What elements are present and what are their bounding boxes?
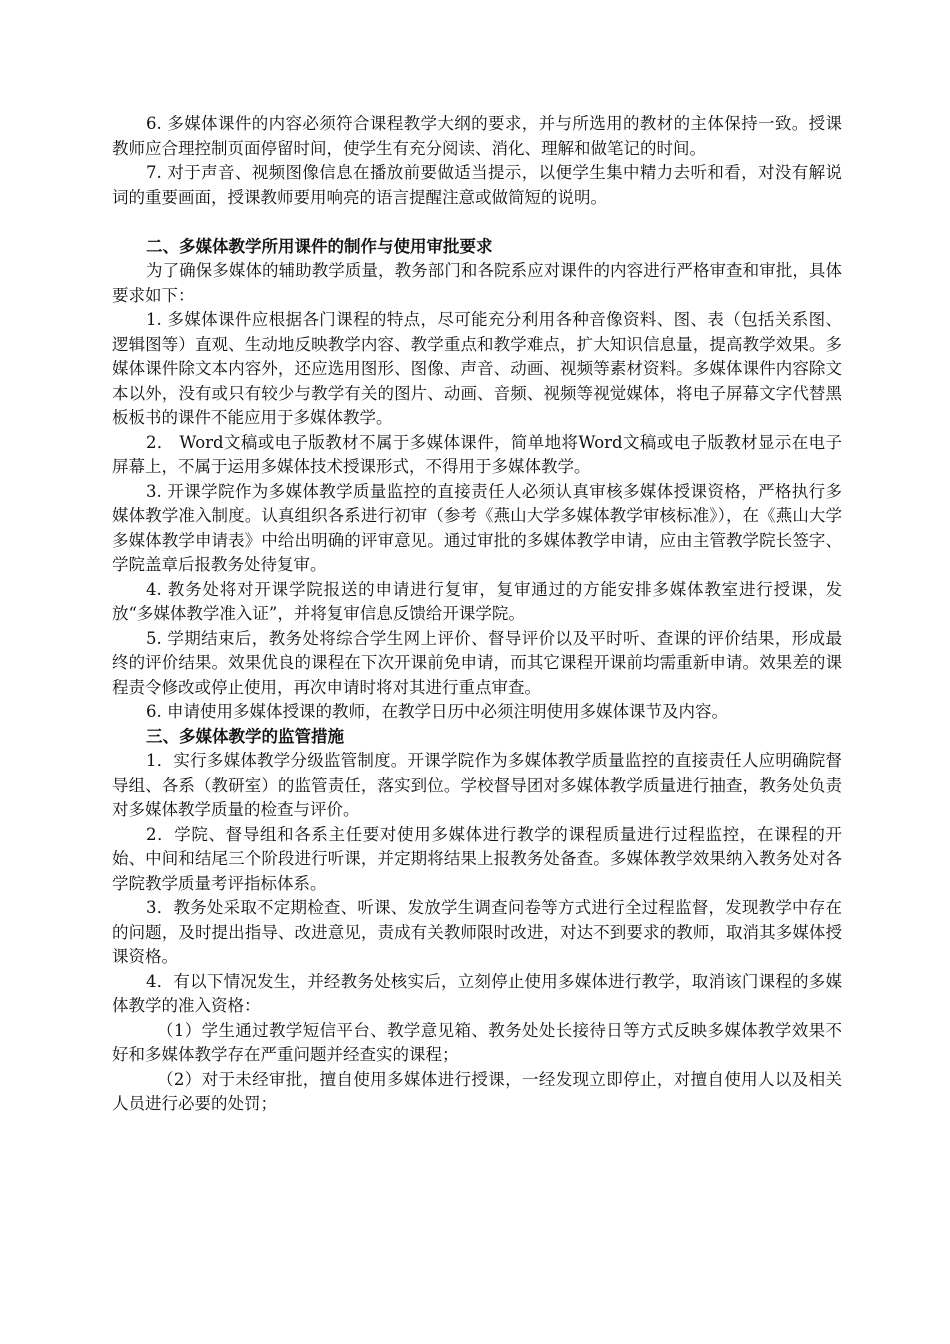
list-item: 4．有以下情况发生，并经教务处核实后，立刻停止使用多媒体进行教学，取消该门课程的多媒体教学的准入资格： — [112, 971, 842, 1015]
paragraph: 7. 对于声音、视频图像信息在播放前要做适当提示，以便学生集中精力去听和看，对没有解说词的重要画面，授课教师要用响亮的语言提醒注意或做简短的说明。 — [112, 163, 842, 207]
section-heading: 二、多媒体教学所用课件的制作与使用审批要求 — [146, 236, 493, 256]
sub-list-item: （1）学生通过教学短信平台、教学意见箱、教务处处长接待日等方式反映多媒体教学效果不好和多媒体教学存在严重问题并经查实的课程； — [112, 1020, 842, 1064]
list-item: 3．教务处采取不定期检查、听课、发放学生调查问卷等方式进行全过程监督，发现教学中存在的问题，及时提出指导、改进意见，责成有关教师限时改进，对达不到要求的教师，取消其多媒体授课资格。 — [112, 898, 842, 966]
list-item: 4. 教务处将对开课学院报送的申请进行复审，复审通过的方能安排多媒体教室进行授课，发放“多媒体教学准入证”，并将复审信息反馈给开课学院。 — [112, 579, 842, 623]
list-item: 1．实行多媒体教学分级监管制度。开课学院作为多媒体教学质量监控的直接责任人应明确院督导组、各系（教研室）的监管责任，落实到位。学校督导团对多媒体教学质量进行抽查，教务处负责对多媒体教学质量的检查与评价。 — [112, 751, 842, 819]
list-item: 6. 申请使用多媒体授课的教师，在教学日历中必须注明使用多媒体课节及内容。 — [146, 702, 728, 721]
list-item: 2．学院、督导组和各系主任要对使用多媒体进行教学的课程质量进行过程监控，在课程的开始、中间和结尾三个阶段进行听课，并定期将结果上报教务处备查。多媒体教学效果纳入教务处对各学院教学质量考评指标体系。 — [112, 824, 842, 893]
list-item: 5. 学期结束后，教务处将综合学生网上评价、督导评价以及平时听、查课的评价结果，形成最终的评价结果。效果优良的课程在下次开课前免申请，而其它课程开课前均需重新申请。效果差的课程责令修改或停止使用，再次申请时将对其进行重点审查。 — [112, 628, 842, 697]
list-item: 2． Word文稿或电子版教材不属于多媒体课件，简单地将Word文稿或电子版教材显示在电子屏幕上，不属于运用多媒体技术授课形式，不得用于多媒体教学。 — [112, 432, 842, 476]
paragraph: 6. 多媒体课件的内容必须符合课程教学大纲的要求，并与所选用的教材的主体保持一致。授课教师应合理控制页面停留时间，使学生有充分阅读、消化、理解和做笔记的时间。 — [112, 114, 842, 158]
document-page — [112, 112, 842, 1117]
sub-list-item: （2）对于未经审批，擅自使用多媒体进行授课，一经发现立即停止，对擅自使用人以及相关人员进行必要的处罚； — [112, 1069, 842, 1113]
paragraph: 为了确保多媒体的辅助教学质量，教务部门和各院系应对课件的内容进行严格审查和审批，具体要求如下： — [112, 261, 842, 305]
list-item: 1. 多媒体课件应根据各门课程的特点，尽可能充分利用各种音像资料、图、表（包括关系图、逻辑图等）直观、生动地反映教学内容、教学重点和教学难点，扩大知识信息量，提高教学效果。多媒体课件除文本内容外，还应选用图形、图像、声音、动画、视频等素材资料。多媒体课件内容除文本以外，没有或只有较少与教学有关的图片、动画、音频、视频等视觉媒体，将电子屏幕文字代替黑板板书的课件不能应用于多媒体教学。 — [112, 310, 842, 427]
section-heading: 三、多媒体教学的监管措施 — [146, 726, 344, 746]
list-item: 3. 开课学院作为多媒体教学质量监控的直接责任人必须认真审核多媒体授课资格，严格执行多媒体教学准入制度。认真组织各系进行初审（参考《燕山大学多媒体教学审核标准》），在《燕山大学多媒体教学申请表》中给出明确的评审意见。通过审批的多媒体教学申请，应由主管教学院长签字、学院盖章后报教务处待复审。 — [112, 481, 842, 574]
